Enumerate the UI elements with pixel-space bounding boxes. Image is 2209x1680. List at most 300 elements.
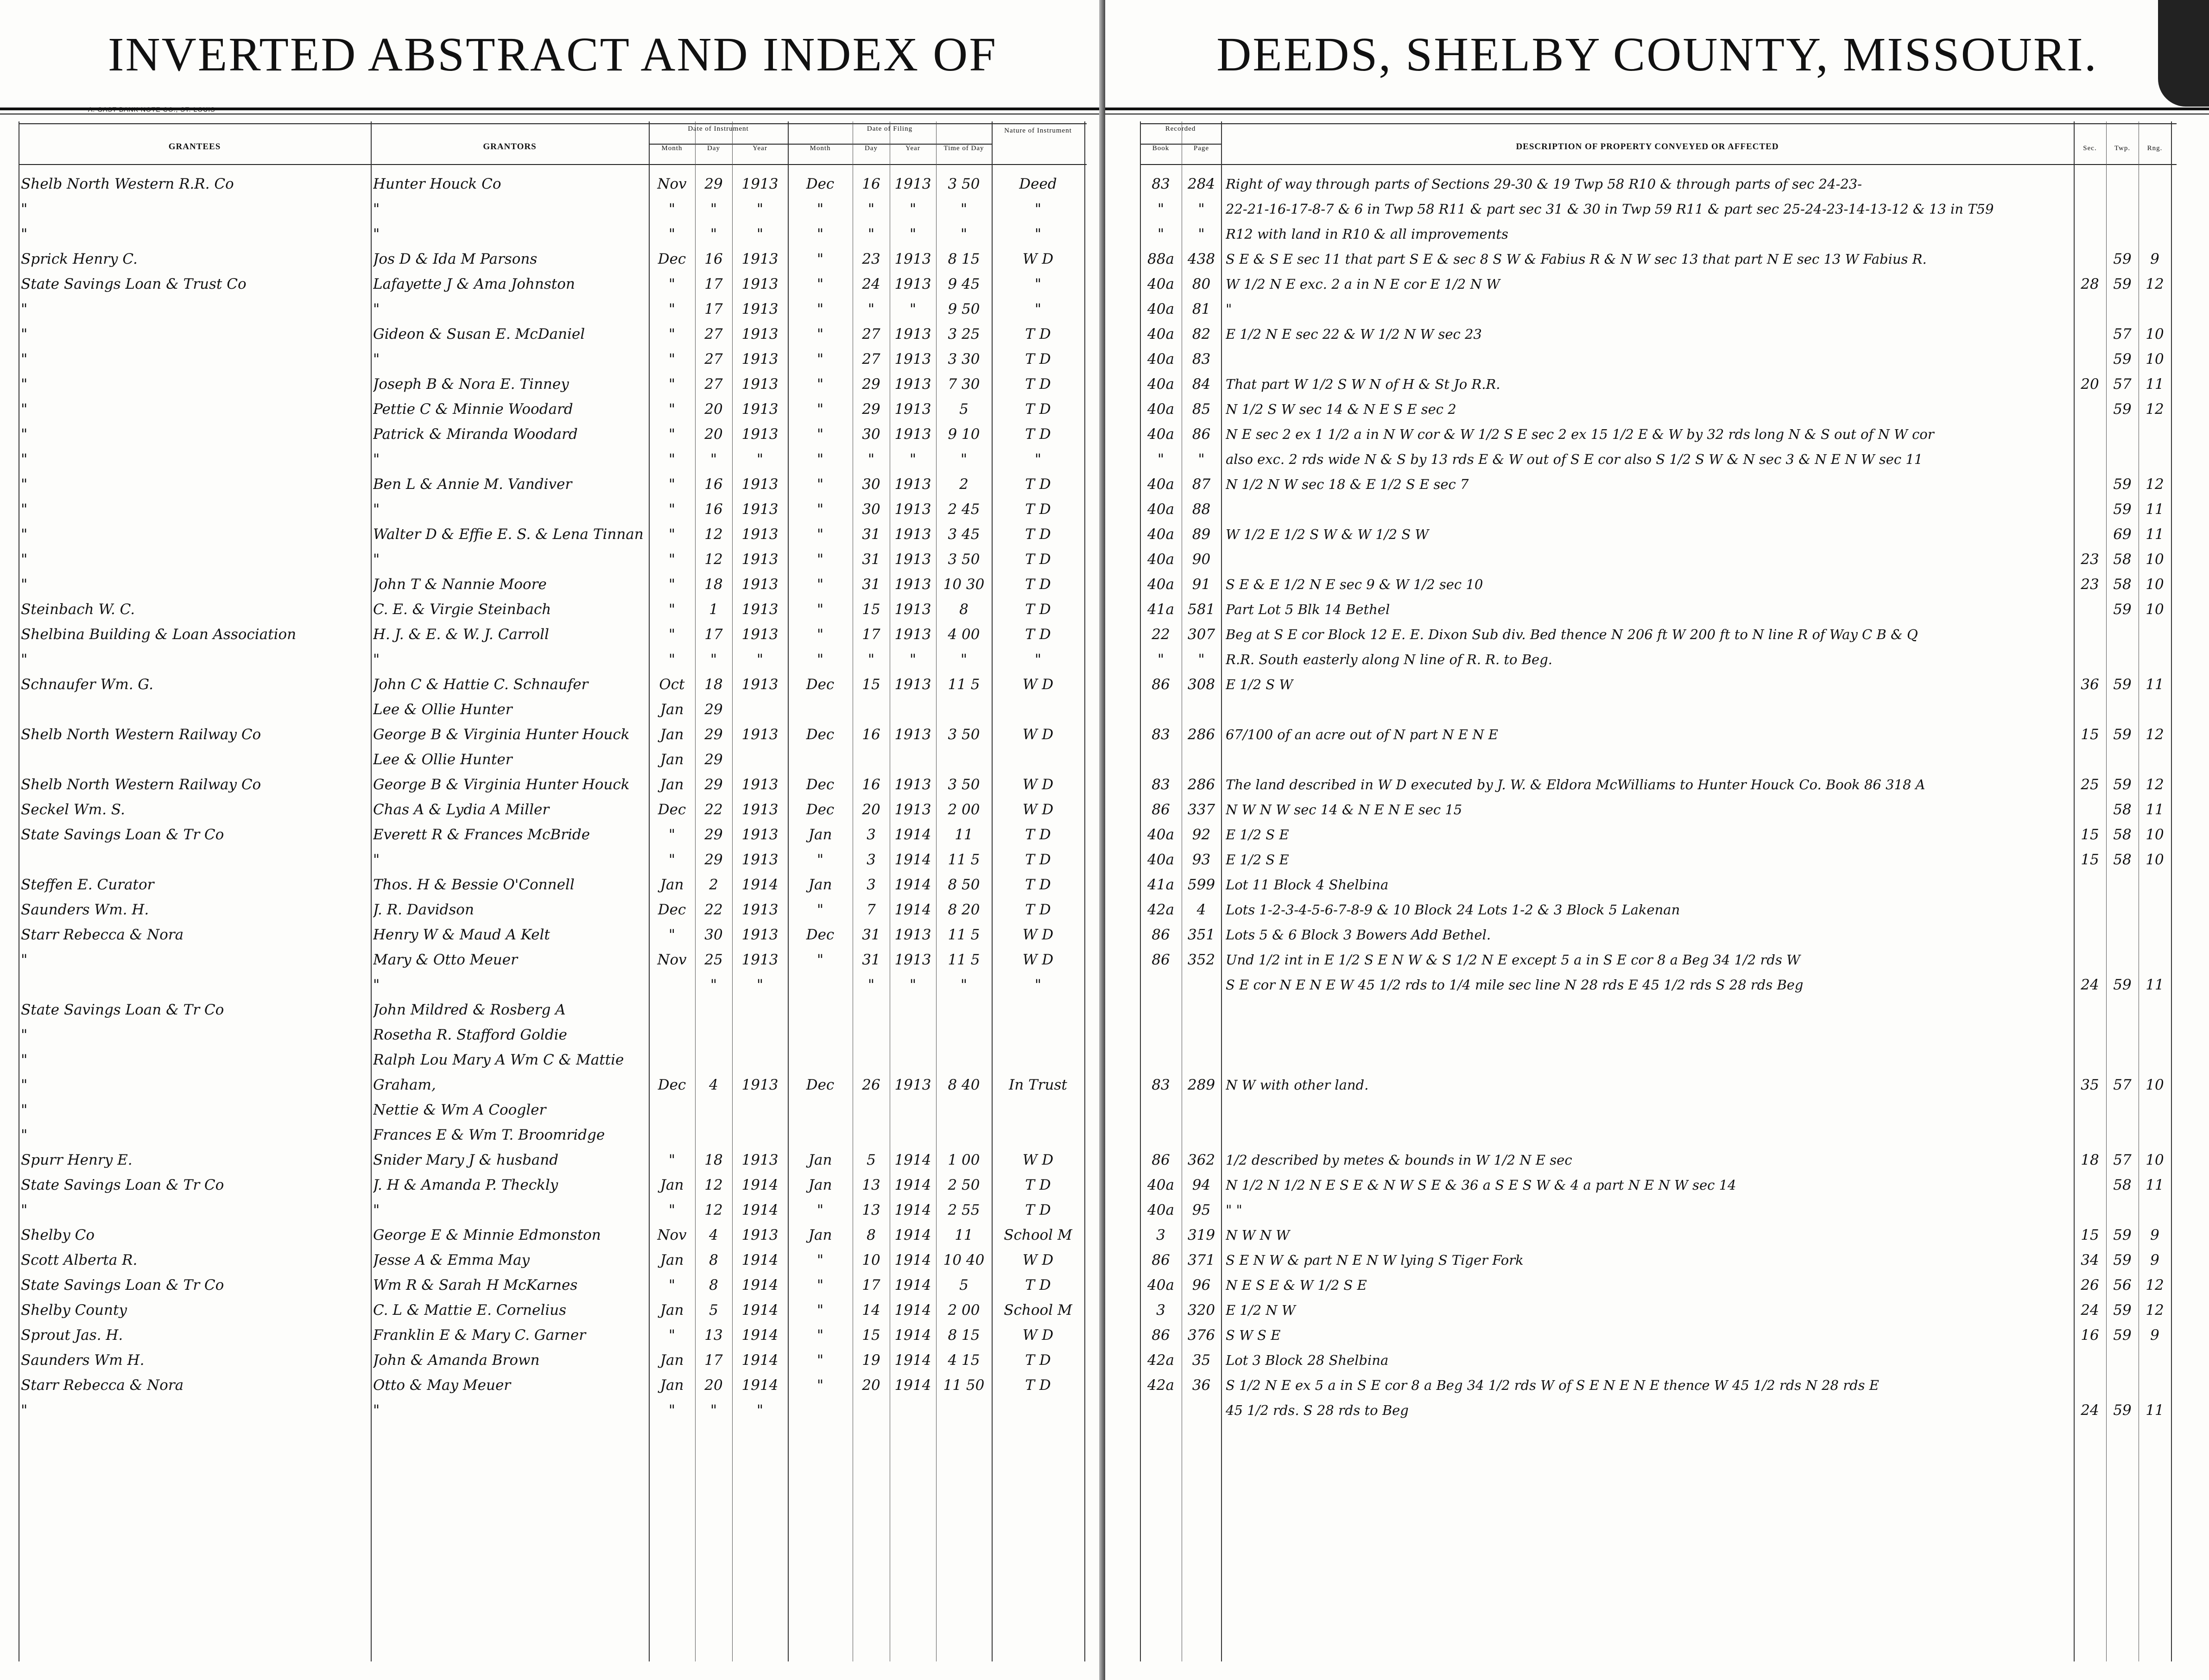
cell-book: 40a: [1147, 501, 1174, 518]
cell-iy: 1913: [741, 1227, 779, 1243]
cell-ft: 2 45: [948, 501, 980, 518]
cell-grantor: John T & Nannie Moore: [373, 576, 547, 593]
cell-desc: N 1/2 S W sec 14 & N E S E sec 2: [1226, 401, 1456, 417]
cell-fy: 1913: [894, 476, 931, 493]
cell-rng: 10: [2146, 851, 2164, 868]
cell-grantor: C. E. & Virgie Steinbach: [373, 601, 551, 618]
cell-id: ": [710, 651, 717, 668]
table-head-rule: [1140, 164, 2177, 165]
cell-grantor: Henry W & Maud A Kelt: [373, 926, 550, 943]
cell-ft: ": [960, 226, 968, 242]
cell-page: 307: [1187, 626, 1215, 643]
right-ledger-row: [1105, 797, 2209, 822]
cell-im: ": [668, 326, 676, 342]
cell-sec: 20: [2081, 376, 2099, 393]
cell-nature: T D: [1025, 476, 1051, 493]
cell-grantee: ": [21, 326, 28, 342]
cell-desc: Lot 11 Block 4 Shelbina: [1226, 877, 1389, 893]
cell-fd: 13: [862, 1177, 880, 1193]
cell-id: 18: [704, 576, 723, 593]
cell-rng: 12: [2146, 401, 2164, 418]
cell-page: 80: [1192, 276, 1211, 292]
cell-fm: ": [817, 426, 824, 443]
cell-fy: 1913: [894, 776, 931, 793]
right-ledger-row: [1105, 847, 2209, 872]
cell-grantee: Starr Rebecca & Nora: [21, 926, 184, 943]
cell-iy: 1913: [741, 1152, 779, 1168]
left-ledger-row: [0, 322, 1105, 347]
cell-rng: 10: [2146, 351, 2164, 368]
cell-id: 17: [704, 626, 723, 643]
cell-grantee: ": [21, 376, 28, 393]
cell-fd: ": [867, 226, 875, 242]
cell-fd: 14: [862, 1302, 880, 1319]
cell-twp: 57: [2113, 376, 2132, 393]
cell-grantor: Patrick & Miranda Woodard: [373, 426, 578, 443]
cell-sec: 28: [2081, 276, 2099, 292]
cell-fy: 1913: [894, 526, 931, 543]
cell-book: 42a: [1147, 901, 1174, 918]
right-ledger-row: [1105, 672, 2209, 697]
cell-rng: 11: [2146, 501, 2164, 518]
cell-nature: T D: [1025, 526, 1051, 543]
cell-grantor: John & Amanda Brown: [373, 1352, 540, 1369]
cell-iy: 1913: [741, 401, 779, 418]
cell-grantor: J. R. Davidson: [373, 901, 474, 918]
col-head-twp: Twp.: [2114, 145, 2131, 152]
cell-rng: 12: [2146, 1302, 2164, 1319]
cell-fd: 31: [862, 526, 880, 543]
cell-page: 286: [1187, 776, 1215, 793]
cell-grantee: ": [21, 351, 28, 368]
cell-rng: 10: [2146, 1077, 2164, 1093]
cell-nature: T D: [1025, 1177, 1051, 1193]
cell-iy: 1913: [741, 251, 779, 267]
cell-desc: Beg at S E cor Block 12 E. E. Dixon Sub div. Bed thence N 206 ft W 200 ft to N line R of Way C B & Q: [1226, 627, 1918, 642]
cell-ft: 11 50: [943, 1377, 985, 1394]
left-page-title: INVERTED ABSTRACT AND INDEX OF: [108, 28, 998, 81]
cell-desc: E 1/2 S E: [1226, 852, 1289, 868]
cell-fy: 1914: [894, 1327, 931, 1344]
cell-im: ": [668, 501, 676, 518]
cell-id: 4: [709, 1077, 718, 1093]
cell-iy: 1914: [741, 1202, 779, 1218]
cell-ft: 2 50: [948, 1177, 980, 1193]
cell-rng: 11: [2146, 1402, 2164, 1419]
cell-grantee: ": [21, 1127, 28, 1143]
cell-fm: ": [817, 651, 824, 668]
right-ledger-row: [1105, 522, 2209, 547]
cell-book: 3: [1156, 1227, 1165, 1243]
cell-iy: 1914: [741, 1352, 779, 1369]
cell-book: ": [1157, 201, 1165, 217]
cell-fm: ": [817, 326, 824, 342]
cell-fd: 17: [862, 626, 880, 643]
cell-nature: W D: [1022, 726, 1054, 743]
cell-twp: 58: [2113, 851, 2132, 868]
cell-book: ": [1157, 651, 1165, 668]
cell-id: 30: [704, 926, 723, 943]
cell-rng: 9: [2150, 1227, 2159, 1243]
cell-grantor: ": [373, 1202, 380, 1218]
cell-im: ": [668, 826, 676, 843]
cell-fy: ": [909, 976, 917, 993]
cell-fd: ": [867, 651, 875, 668]
cell-nature: T D: [1025, 351, 1051, 368]
cell-page: ": [1198, 651, 1205, 668]
cell-grantor: Lee & Ollie Hunter: [373, 701, 513, 718]
cell-book: 83: [1152, 776, 1170, 793]
cell-book: 88a: [1147, 251, 1174, 267]
cell-iy: ": [756, 226, 764, 242]
cell-id: 29: [704, 776, 723, 793]
cell-fm: Dec: [806, 676, 835, 693]
cell-im: Jan: [660, 776, 684, 793]
cell-book: 41a: [1147, 876, 1174, 893]
cell-fd: 13: [862, 1202, 880, 1218]
cell-fy: 1914: [894, 1152, 931, 1168]
cell-book: 86: [1152, 1252, 1170, 1268]
cell-ft: 11: [955, 1227, 973, 1243]
cell-fd: 7: [867, 901, 876, 918]
cell-fd: 16: [862, 726, 880, 743]
cell-page: 352: [1187, 951, 1215, 968]
cell-desc: S E N W & part N E N W lying S Tiger Fork: [1226, 1252, 1524, 1268]
cell-twp: 59: [2113, 1252, 2132, 1268]
subhead-rule: [649, 144, 992, 145]
cell-grantee: Scott Alberta R.: [21, 1252, 138, 1268]
cell-fd: 27: [862, 351, 880, 368]
cell-fm: ": [817, 1377, 824, 1394]
cell-im: ": [668, 376, 676, 393]
cell-im: Jan: [660, 1302, 684, 1319]
cell-grantee: State Savings Loan & Tr Co: [21, 1002, 224, 1018]
right-ledger-row: [1105, 1398, 2209, 1423]
cell-id: 5: [709, 1302, 718, 1319]
cell-iy: 1913: [741, 826, 779, 843]
cell-fd: 10: [862, 1252, 880, 1268]
cell-desc: R12 with land in R10 & all improvements: [1226, 226, 1508, 242]
left-ledger-row: [0, 397, 1105, 422]
cell-id: 1: [709, 601, 718, 618]
cell-iy: ": [756, 651, 764, 668]
cell-grantee: ": [21, 1402, 28, 1419]
cell-fd: 15: [862, 1327, 880, 1344]
cell-book: 22: [1152, 626, 1170, 643]
cell-iy: ": [756, 451, 764, 468]
cell-nature: Deed: [1019, 176, 1057, 192]
cell-desc: " ": [1226, 1202, 1242, 1218]
table-top-rule: [19, 123, 1087, 124]
cell-grantee: ": [21, 526, 28, 543]
cell-page: 35: [1192, 1352, 1211, 1369]
cell-grantor: Hunter Houck Co: [373, 176, 501, 192]
cell-grantee: Shelb North Western R.R. Co: [21, 176, 234, 192]
cell-iy: 1913: [741, 1077, 779, 1093]
cell-iy: 1913: [741, 526, 779, 543]
cell-ft: 11: [955, 826, 973, 843]
left-ledger-row: [0, 1348, 1105, 1373]
cell-fy: 1914: [894, 1277, 931, 1293]
cell-im: Nov: [657, 1227, 687, 1243]
cell-grantor: Mary & Otto Meuer: [373, 951, 518, 968]
cell-rng: 9: [2150, 1252, 2159, 1268]
cell-page: 86: [1192, 426, 1211, 443]
cell-fm: Jan: [808, 876, 832, 893]
cell-book: 40a: [1147, 851, 1174, 868]
cell-page: 96: [1192, 1277, 1211, 1293]
cell-grantor: J. H & Amanda P. Theckly: [373, 1177, 558, 1193]
cell-desc: 22-21-16-17-8-7 & 6 in Twp 58 R11 & part sec 31 & 30 in Twp 59 R11 & part sec 25-24-23-14-13-12 & 13 in T59: [1226, 201, 1994, 217]
cell-ft: 10 40: [943, 1252, 985, 1268]
left-ledger-row: [0, 622, 1105, 647]
cell-fd: 31: [862, 551, 880, 568]
cell-fm: ": [817, 601, 824, 618]
cell-im: Nov: [657, 176, 687, 192]
cell-fm: Dec: [806, 801, 835, 818]
cell-id: 29: [704, 176, 723, 192]
cell-fd: 19: [862, 1352, 880, 1369]
cell-ft: 4 15: [948, 1352, 980, 1369]
cell-book: 40a: [1147, 551, 1174, 568]
cell-iy: 1913: [741, 351, 779, 368]
cell-grantee: Shelbina Building & Loan Association: [21, 626, 297, 643]
cell-iy: 1913: [741, 951, 779, 968]
cell-fd: 15: [862, 601, 880, 618]
cell-book: 40a: [1147, 476, 1174, 493]
cell-rng: 10: [2146, 826, 2164, 843]
cell-grantor: Franklin E & Mary C. Garner: [373, 1327, 586, 1344]
cell-twp: 59: [2113, 401, 2132, 418]
cell-grantor: George E & Minnie Edmonston: [373, 1227, 601, 1243]
cell-desc: N W N W sec 14 & N E N E sec 15: [1226, 802, 1462, 818]
cell-id: 8: [709, 1277, 718, 1293]
cell-grantor: John Mildred & Rosberg A: [373, 1002, 566, 1018]
cell-fy: 1913: [894, 676, 931, 693]
col-head-description: DESCRIPTION OF PROPERTY CONVEYED OR AFFECTED: [1516, 142, 1779, 152]
cell-id: 27: [704, 376, 723, 393]
cell-nature: W D: [1022, 926, 1054, 943]
cell-im: ": [668, 226, 676, 242]
cell-iy: ": [756, 1402, 764, 1419]
right-ledger-page: [1105, 0, 2209, 1680]
cell-im: ": [668, 626, 676, 643]
cell-ft: 8 15: [948, 1327, 980, 1344]
header-rule: [0, 108, 1105, 110]
cell-rng: 11: [2146, 801, 2164, 818]
right-ledger-row: [1105, 1323, 2209, 1348]
col-head-sec: Sec.: [2083, 145, 2097, 152]
cell-im: ": [668, 526, 676, 543]
cell-fm: ": [817, 951, 824, 968]
cell-iy: 1914: [741, 1177, 779, 1193]
cell-sec: 15: [2081, 826, 2099, 843]
cell-iy: 1914: [741, 876, 779, 893]
cell-fm: ": [817, 451, 824, 468]
left-ledger-row: [0, 1273, 1105, 1298]
cell-grantor: Ben L & Annie M. Vandiver: [373, 476, 572, 493]
left-ledger-row: [0, 547, 1105, 572]
cell-desc: R.R. South easterly along N line of R. R. to Beg.: [1226, 652, 1552, 667]
cell-desc: W 1/2 E 1/2 S W & W 1/2 S W: [1226, 526, 1429, 542]
cell-grantee: Sprick Henry C.: [21, 251, 138, 267]
cell-fy: ": [909, 451, 917, 468]
cell-ft: 1 00: [948, 1152, 980, 1168]
cell-im: ": [668, 401, 676, 418]
cell-grantor: ": [373, 201, 380, 217]
cell-sec: 16: [2081, 1327, 2099, 1344]
cell-nature: T D: [1025, 1202, 1051, 1218]
right-ledger-row: [1105, 1298, 2209, 1323]
cell-ft: 8 15: [948, 251, 980, 267]
cell-grantor: Jesse A & Emma May: [373, 1252, 530, 1268]
cell-rng: 10: [2146, 601, 2164, 618]
cell-book: 40a: [1147, 301, 1174, 317]
cell-im: ": [668, 451, 676, 468]
left-ledger-row: [0, 822, 1105, 847]
cell-book: 83: [1152, 726, 1170, 743]
cell-grantee: ": [21, 1027, 28, 1043]
cell-fd: 29: [862, 401, 880, 418]
right-ledger-row: [1105, 322, 2209, 347]
cell-iy: 1913: [741, 801, 779, 818]
cell-fm: ": [817, 1302, 824, 1319]
cell-book: 3: [1156, 1302, 1165, 1319]
cell-fd: ": [867, 201, 875, 217]
cell-book: 40a: [1147, 351, 1174, 368]
cell-id: 27: [704, 351, 723, 368]
left-ledger-row: [0, 472, 1105, 497]
left-ledger-row: [0, 947, 1105, 972]
cell-ft: 8 50: [948, 876, 980, 893]
cell-fy: 1914: [894, 901, 931, 918]
cell-grantor: Gideon & Susan E. McDaniel: [373, 326, 585, 342]
cell-ft: 2: [959, 476, 968, 493]
cell-nature: W D: [1022, 676, 1054, 693]
left-ledger-row: [0, 972, 1105, 997]
cell-nature: T D: [1025, 551, 1051, 568]
left-ledger-row: [0, 772, 1105, 797]
cell-grantor: ": [373, 351, 380, 368]
cell-grantee: ": [21, 451, 28, 468]
cell-im: ": [668, 1327, 676, 1344]
cell-fm: ": [817, 476, 824, 493]
cell-grantor: Pettie C & Minnie Woodard: [373, 401, 573, 418]
right-ledger-row: [1105, 1047, 2209, 1072]
cell-im: ": [668, 426, 676, 443]
cell-iy: 1914: [741, 1327, 779, 1344]
cell-book: ": [1157, 451, 1165, 468]
cell-fy: ": [909, 226, 917, 242]
cell-twp: 59: [2113, 251, 2132, 267]
cell-id: ": [710, 1402, 717, 1419]
cell-id: 17: [704, 1352, 723, 1369]
cell-fm: ": [817, 201, 824, 217]
cell-book: 40a: [1147, 426, 1174, 443]
cell-nature: W D: [1022, 951, 1054, 968]
cell-book: 42a: [1147, 1377, 1174, 1394]
cell-ft: 11 5: [948, 851, 980, 868]
cell-iy: 1913: [741, 851, 779, 868]
cell-fd: 31: [862, 926, 880, 943]
cell-grantee: Sprout Jas. H.: [21, 1327, 123, 1344]
cell-iy: 1914: [741, 1302, 779, 1319]
cell-ft: 2 55: [948, 1202, 980, 1218]
cell-grantor: Otto & May Meuer: [373, 1377, 511, 1394]
right-ledger-row: [1105, 372, 2209, 397]
cell-fd: ": [867, 451, 875, 468]
cell-nature: T D: [1025, 1352, 1051, 1369]
left-ledger-row: [0, 797, 1105, 822]
cell-book: 86: [1152, 951, 1170, 968]
cell-fm: ": [817, 1252, 824, 1268]
cell-book: 40a: [1147, 276, 1174, 292]
cell-desc: S E cor N E N E W 45 1/2 rds to 1/4 mile sec line N 28 rds E 45 1/2 rds S 28 rds Beg: [1226, 977, 1804, 993]
left-ledger-row: [0, 722, 1105, 747]
cell-fm: Dec: [806, 176, 835, 192]
cell-grantor: Snider Mary J & husband: [373, 1152, 559, 1168]
cell-fm: ": [817, 1327, 824, 1344]
cell-grantee: ": [21, 651, 28, 668]
cell-nature: T D: [1025, 876, 1051, 893]
cell-rng: 12: [2146, 276, 2164, 292]
cell-sec: 15: [2081, 851, 2099, 868]
cell-fd: ": [867, 301, 875, 317]
cell-grantor: George B & Virginia Hunter Houck: [373, 776, 630, 793]
cell-twp: 59: [2113, 501, 2132, 518]
cell-grantor: Lee & Ollie Hunter: [373, 751, 513, 768]
cell-id: 12: [704, 551, 723, 568]
cell-fm: Jan: [808, 1227, 832, 1243]
cell-fy: 1913: [894, 551, 931, 568]
cell-ft: 3 25: [948, 326, 980, 342]
cell-fm: Jan: [808, 826, 832, 843]
cell-grantee: Shelby County: [21, 1302, 127, 1319]
cell-grantee: State Savings Loan & Trust Co: [21, 276, 247, 292]
cell-id: 29: [704, 826, 723, 843]
left-ledger-row: [0, 1323, 1105, 1348]
cell-desc: Lots 5 & 6 Block 3 Bowers Add Bethel.: [1226, 927, 1491, 943]
cell-desc: N 1/2 N 1/2 N E S E & N W S E & 36 a S E S W & 4 a part N E N W sec 14: [1226, 1177, 1736, 1193]
cell-book: 40a: [1147, 376, 1174, 393]
cell-fm: ": [817, 901, 824, 918]
col-head-date-of-filing: Date of Filing Month Day Year Time of Day: [810, 125, 984, 152]
cell-id: 8: [709, 1252, 718, 1268]
cell-book: 86: [1152, 676, 1170, 693]
left-ledger-row: [0, 372, 1105, 397]
left-ledger-row: [0, 997, 1105, 1022]
right-ledger-row: [1105, 1273, 2209, 1298]
cell-grantee: State Savings Loan & Tr Co: [21, 826, 224, 843]
cell-iy: 1913: [741, 901, 779, 918]
cell-grantee: ": [21, 301, 28, 317]
right-ledger-row: [1105, 922, 2209, 947]
cell-fy: ": [909, 201, 917, 217]
cell-fy: 1913: [894, 276, 931, 292]
cell-desc: N E sec 2 ex 1 1/2 a in N W cor & W 1/2 S E sec 2 ex 15 1/2 E & W by 32 rds long N & S out of N W cor: [1226, 426, 1934, 442]
cell-ft: 3 50: [948, 776, 980, 793]
cell-ft: 3 50: [948, 726, 980, 743]
right-ledger-row: [1105, 297, 2209, 322]
cell-page: 92: [1192, 826, 1211, 843]
cell-id: 18: [704, 1152, 723, 1168]
cell-page: 94: [1192, 1177, 1211, 1193]
cell-fd: 30: [862, 426, 880, 443]
cell-grantee: ": [21, 1052, 28, 1068]
cell-nature: T D: [1025, 576, 1051, 593]
cell-nature: T D: [1025, 401, 1051, 418]
cell-iy: ": [756, 976, 764, 993]
